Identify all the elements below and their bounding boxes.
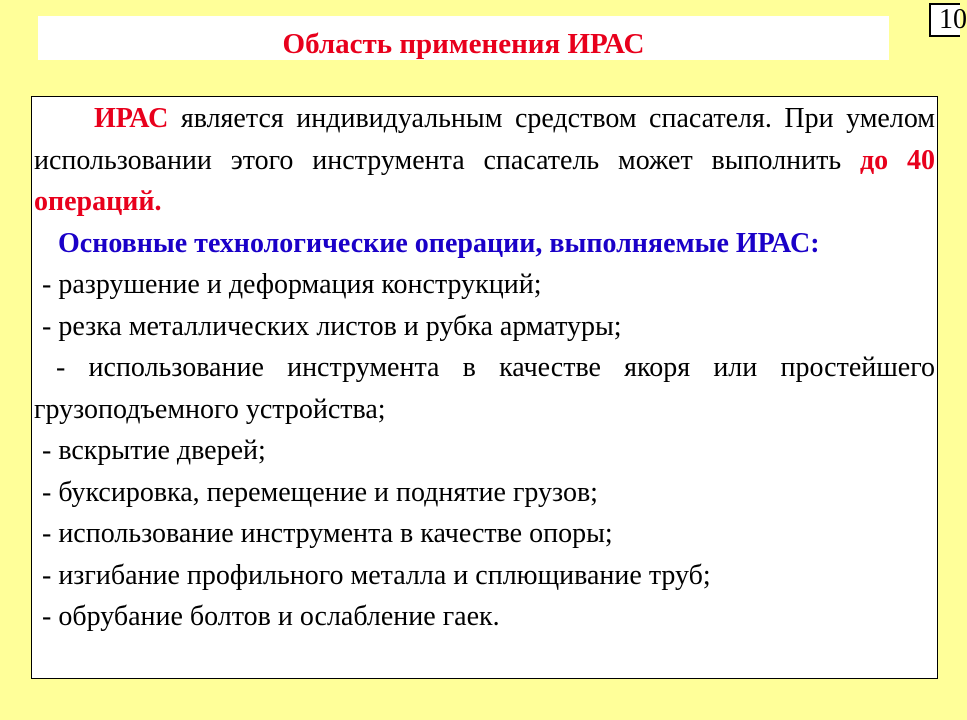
intro-highlight: до 40 операций.: [34, 144, 935, 217]
intro-term: ИРАС: [94, 103, 169, 134]
content-box: [31, 96, 938, 679]
operation-item: - использование инструмента в качестве якоря или простейшего грузоподъемного устройства;: [34, 352, 935, 425]
operation-item: - вскрытие дверей;: [42, 435, 266, 466]
operation-item: - использование инструмента в качестве опоры;: [42, 518, 613, 549]
operation-item: - буксировка, перемещение и поднятие грузов;: [42, 476, 598, 508]
slide-title: Область применения ИРАС: [282, 28, 645, 60]
operation-item: - изгибание профильного металла и сплющивание труб;: [42, 559, 711, 591]
operations-heading: Основные технологические операции, выполняемые ИРАС:: [58, 227, 820, 259]
intro-text: является индивидуальным средством спасателя. При умелом использовании этого инструмента спасатель может выполнить: [34, 103, 935, 176]
operation-item: - резка металлических листов и рубка арматуры;: [42, 310, 622, 342]
intro-paragraph: [34, 98, 935, 223]
operation-item: - обрубание болтов и ослабление гаек.: [42, 601, 500, 632]
page-number: 10: [929, 3, 960, 37]
slide-title-bar: [38, 16, 889, 60]
operation-item: - разрушение и деформация конструкций;: [42, 269, 542, 300]
